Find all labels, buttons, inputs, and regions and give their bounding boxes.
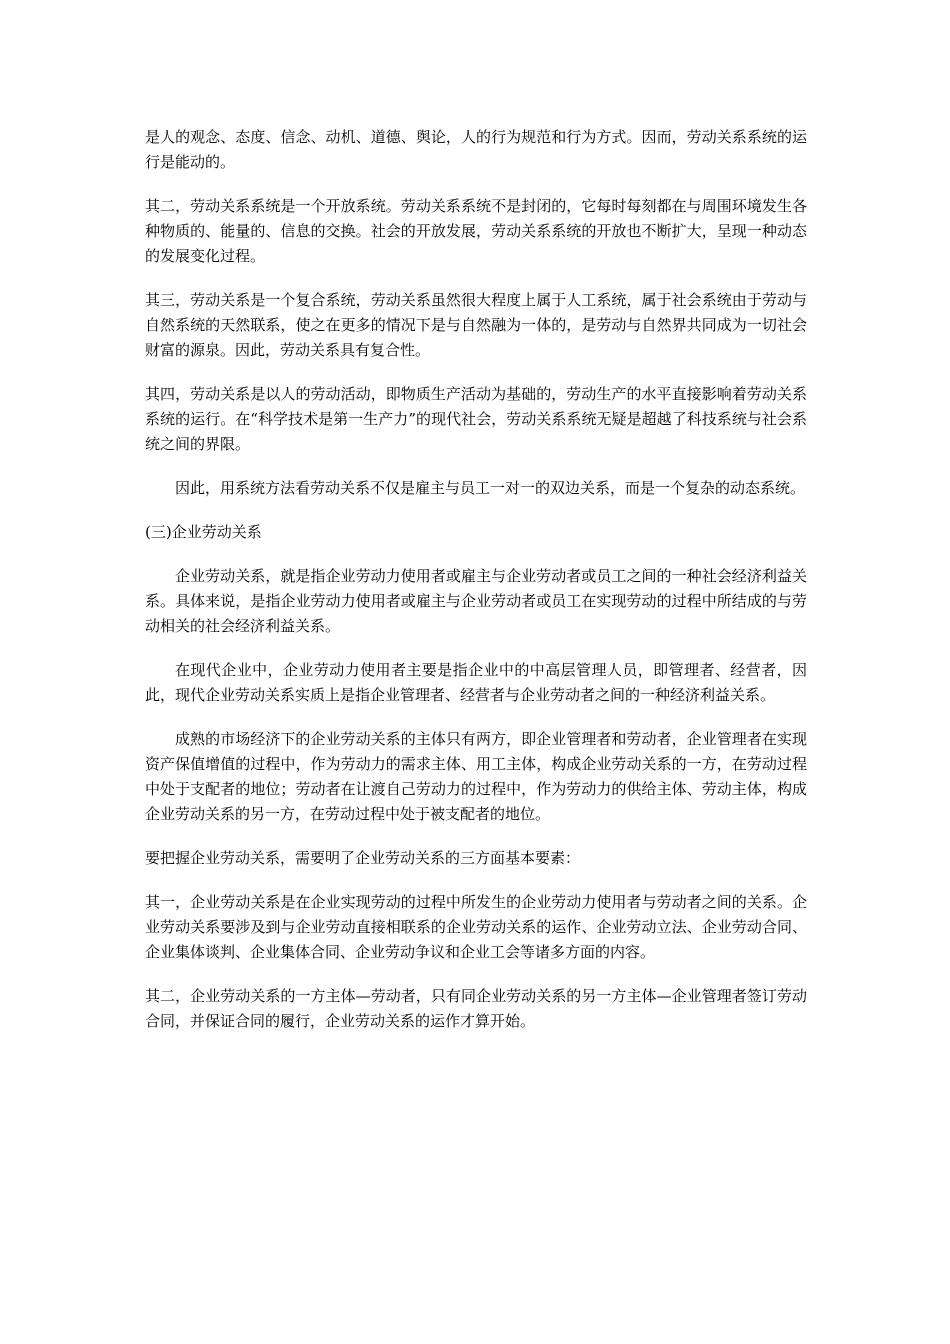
paragraph-11: 其一，企业劳动关系是在企业实现劳动的过程中所发生的企业劳动力使用者与劳动者之间的关系。企业劳动关系要涉及到与企业劳动直接相联系的企业劳动关系的运作、企业劳动立法、企业劳动合同、企业集体谈判、企业集体合同、企业劳动争议和企业工会等诸多方面的内容。 [145, 893, 807, 961]
paragraph-3: 其三，劳动关系是一个复合系统，劳动关系虽然很大程度上属于人工系统，属于社会系统由于劳动与自然系统的天然联系，使之在更多的情况下是与自然融为一体的，是劳动与自然界共同成为一切社会财富的源泉。因此，劳动关系具有复合性。 [145, 291, 807, 359]
paragraph-2: 其二，劳动关系系统是一个开放系统。劳动关系系统不是封闭的，它每时每刻都在与周围环境发生各种物质的、能量的、信息的交换。社会的开放发展，劳动关系系统的开放也不断扩大，呈现一种动态的发展变化过程。 [145, 197, 807, 265]
paragraph-12: 其二，企业劳动关系的一方主体—劳动者，只有同企业劳动关系的另一方主体—企业管理者签订劳动合同，并保证合同的履行，企业劳动关系的运作才算开始。 [145, 987, 807, 1030]
paragraph-5: 因此，用系统方法看劳动关系不仅是雇主与员工一对一的双边关系，而是一个复杂的动态系统。 [175, 479, 806, 497]
section-heading: (三)企业劳动关系 [145, 523, 262, 541]
document-page [145, 125, 807, 1053]
paragraph-7: 企业劳动关系，就是指企业劳动力使用者或雇主与企业劳动者或员工之间的一种社会经济利益关系。具体来说，是指企业劳动力使用者或雇主与企业劳动者或员工在实现劳动的过程中所结成的与劳动相关的社会经济利益关系。 [145, 567, 807, 635]
paragraph-4: 其四，劳动关系是以人的劳动活动，即物质生产活动为基础的，劳动生产的水平直接影响着劳动关系系统的运行。在“科学技术是第一生产力”的现代社会，劳动关系系统无疑是超越了科技系统与社会系统之间的界限。 [145, 385, 807, 453]
paragraph-1: 是人的观念、态度、信念、动机、道德、舆论，人的行为规范和行为方式。因而，劳动关系系统的运行是能动的。 [145, 128, 807, 171]
paragraph-10: 要把握企业劳动关系，需要明了企业劳动关系的三方面基本要素： [145, 849, 581, 867]
paragraph-8: 在现代企业中，企业劳动力使用者主要是指企业中的中高层管理人员，即管理者、经营者，因此，现代企业劳动关系实质上是指企业管理者、经营者与企业劳动者之间的一种经济利益关系。 [145, 661, 807, 704]
paragraph-9: 成熟的市场经济下的企业劳动关系的主体只有两方，即企业管理者和劳动者，企业管理者在实现资产保值增值的过程中，作为劳动力的需求主体、用工主体，构成企业劳动关系的一方，在劳动过程中处于支配者的地位；劳动者在让渡自己劳动力的过程中，作为劳动力的供给主体、劳动主体，构成企业劳动关系的另一方，在劳动过程中处于被支配者的地位。 [145, 730, 807, 823]
